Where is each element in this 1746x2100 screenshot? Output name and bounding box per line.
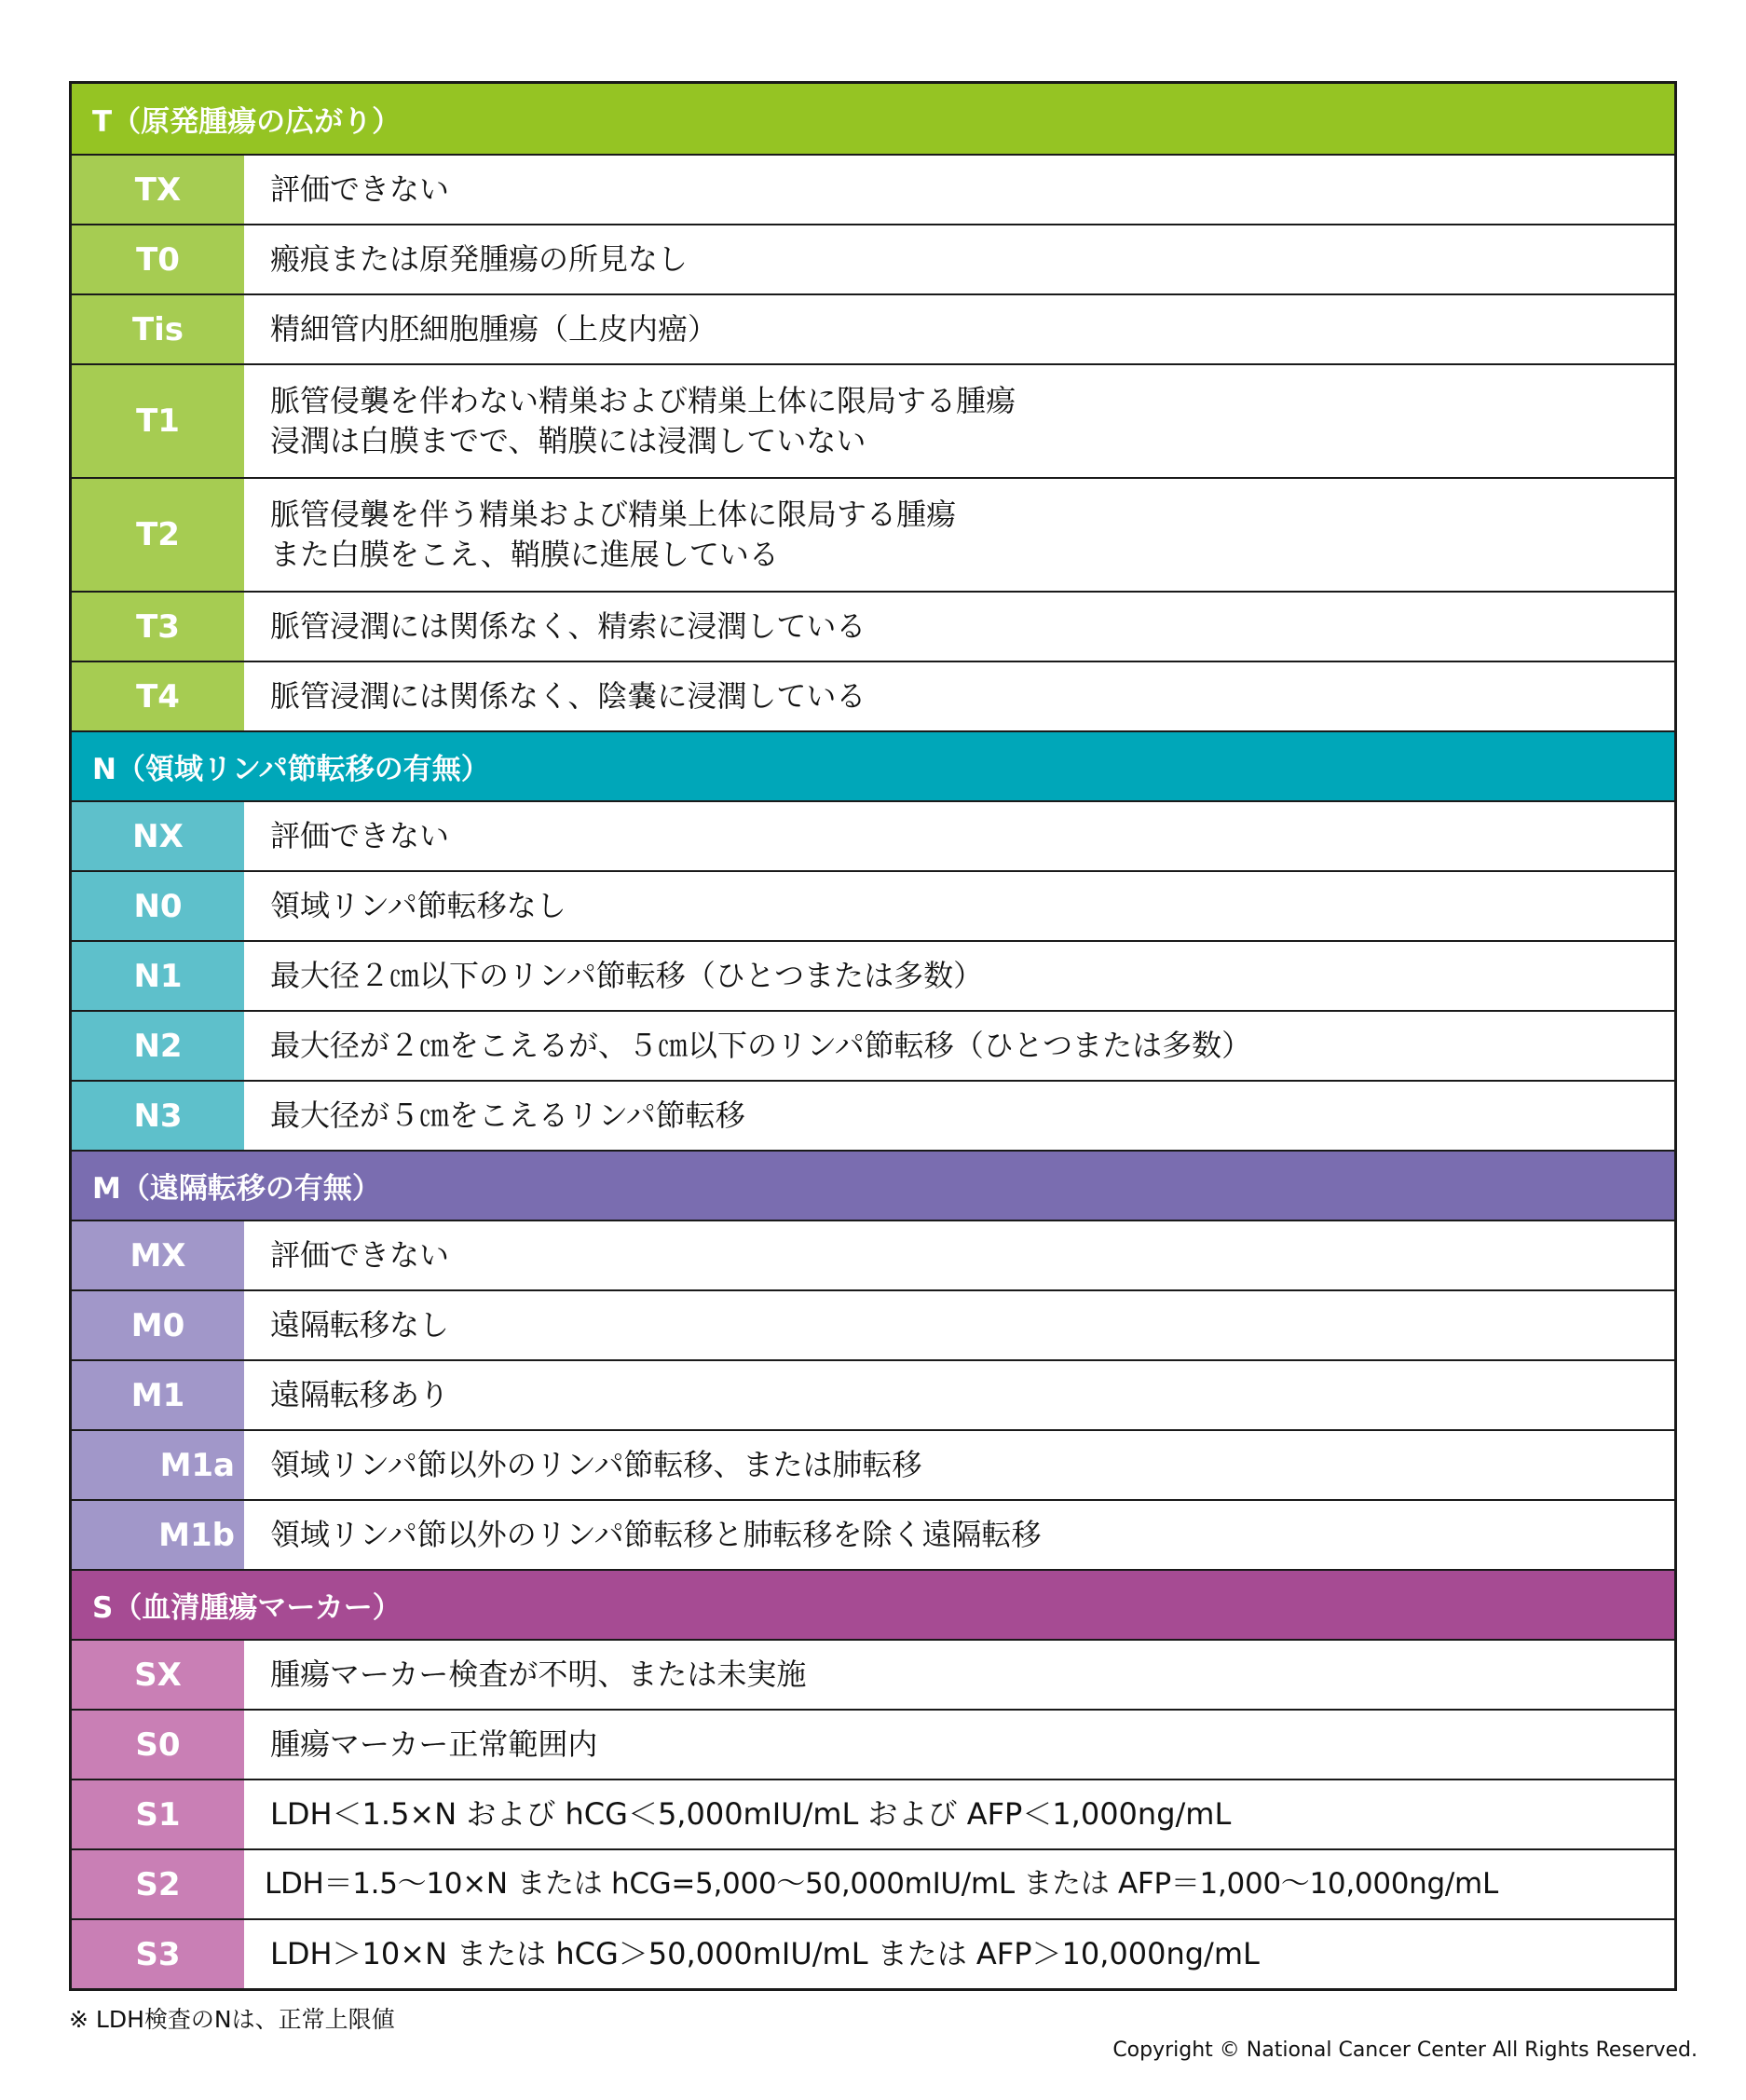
description-line: また白膜をこえ、鞘膜に進展している — [270, 537, 779, 572]
section-header-n: N（領域リンパ節転移の有無） — [72, 730, 1674, 800]
description-line: 浸潤は白膜までで、鞘膜には浸潤していない — [270, 423, 866, 458]
description-line: 精細管内胚細胞腫瘍（上皮内癌） — [270, 311, 718, 347]
stage-description — [244, 872, 1674, 940]
description-line: 脈管浸潤には関係なく、陰嚢に浸潤している — [270, 678, 866, 714]
description-line: 遠隔転移あり — [270, 1377, 450, 1412]
stage-code: M1 — [72, 1361, 244, 1429]
stage-code: S3 — [72, 1920, 244, 1988]
description-line: 最大径が２㎝をこえるが、５㎝以下のリンパ節転移（ひとつまたは多数） — [270, 1028, 1252, 1063]
table-row — [72, 1779, 1674, 1848]
stage-description — [244, 1291, 1674, 1359]
table-row — [72, 1848, 1674, 1918]
description-line: 領域リンパ節以外のリンパ節転移と肺転移を除く遠隔転移 — [270, 1517, 1042, 1552]
description-line: 最大径が５㎝をこえるリンパ節転移 — [270, 1098, 745, 1133]
stage-code: M0 — [72, 1291, 244, 1359]
stage-code: N0 — [72, 872, 244, 940]
table-row — [72, 1429, 1674, 1499]
table-row — [72, 1010, 1674, 1080]
stage-description — [244, 1711, 1674, 1779]
description-line: 領域リンパ節以外のリンパ節転移、または肺転移 — [270, 1447, 922, 1482]
description-line: 脈管侵襲を伴う精巣および精巣上体に限局する腫瘍 — [270, 497, 957, 532]
stage-description — [244, 225, 1674, 293]
description-line: 最大径２㎝以下のリンパ節転移（ひとつまたは多数） — [270, 958, 984, 993]
description-line: 脈管浸潤には関係なく、精索に浸潤している — [270, 608, 866, 644]
description-line: 評価できない — [270, 171, 450, 207]
description-line: LDH＝1.5～10×N または hCG=5,000～50,000mIU/mL または AFP＝1,000～10,000ng/mL — [265, 1867, 1498, 1901]
stage-description — [244, 156, 1674, 224]
description-line: 遠隔転移なし — [270, 1307, 450, 1343]
stage-description — [244, 1012, 1674, 1080]
stage-code: T4 — [72, 662, 244, 730]
stage-description — [244, 1780, 1674, 1848]
stage-code: S2 — [72, 1850, 244, 1918]
description-line: 腫瘍マーカー検査が不明、または未実施 — [270, 1657, 807, 1692]
stage-description — [244, 479, 1674, 591]
stage-code: M1b — [72, 1501, 244, 1569]
stage-code: T2 — [72, 479, 244, 591]
stage-code: M1a — [72, 1431, 244, 1499]
stage-code: T1 — [72, 365, 244, 477]
stage-code: SX — [72, 1641, 244, 1709]
stage-code: S1 — [72, 1780, 244, 1848]
stage-code: N3 — [72, 1082, 244, 1150]
table-row — [72, 224, 1674, 293]
stage-code: Tis — [72, 295, 244, 363]
description-line: 領域リンパ節転移なし — [270, 888, 566, 923]
table-row — [72, 661, 1674, 730]
stage-description — [244, 1361, 1674, 1429]
table-row — [72, 1220, 1674, 1289]
stage-description — [244, 942, 1674, 1010]
description-line: LDH＜1.5×N および hCG＜5,000mIU/mL および AFP＜1,000ng/mL — [270, 1796, 1232, 1832]
stage-description — [244, 1501, 1674, 1569]
stage-description — [244, 1641, 1674, 1709]
table-row — [72, 1080, 1674, 1150]
stage-description — [244, 1850, 1674, 1918]
stage-description — [244, 1431, 1674, 1499]
section-header-m: M（遠隔転移の有無） — [72, 1150, 1674, 1220]
description-line: 評価できない — [270, 1237, 450, 1273]
description-line: 瘢痕または原発腫瘍の所見なし — [270, 241, 689, 277]
table-row — [72, 1499, 1674, 1569]
description-line: LDH＞10×N または hCG＞50,000mIU/mL または AFP＞10,000ng/mL — [270, 1936, 1260, 1971]
table-row — [72, 477, 1674, 591]
table-row — [72, 293, 1674, 363]
tnm-staging-table — [69, 81, 1677, 1991]
stage-description — [244, 802, 1674, 870]
table-row — [72, 1289, 1674, 1359]
stage-description — [244, 662, 1674, 730]
stage-code: NX — [72, 802, 244, 870]
copyright-notice: Copyright © National Cancer Center All Rights Reserved. — [1112, 2039, 1698, 2062]
stage-code: N2 — [72, 1012, 244, 1080]
section-header-t: T（原発腫瘍の広がり） — [72, 84, 1674, 154]
description-line: 腫瘍マーカー正常範囲内 — [270, 1726, 598, 1762]
table-row — [72, 591, 1674, 661]
stage-description — [244, 295, 1674, 363]
table-row — [72, 940, 1674, 1010]
description-line: 脈管侵襲を伴わない精巣および精巣上体に限局する腫瘍 — [270, 383, 1016, 418]
table-row — [72, 363, 1674, 477]
section-header-s: S（血清腫瘍マーカー） — [72, 1569, 1674, 1639]
stage-code: T3 — [72, 593, 244, 661]
table-row — [72, 1709, 1674, 1779]
stage-code: TX — [72, 156, 244, 224]
stage-code: MX — [72, 1221, 244, 1289]
description-line: 評価できない — [270, 818, 450, 853]
stage-description — [244, 593, 1674, 661]
stage-code: N1 — [72, 942, 244, 1010]
stage-description — [244, 1920, 1674, 1988]
stage-description — [244, 1221, 1674, 1289]
stage-description — [244, 365, 1674, 477]
table-row — [72, 1918, 1674, 1988]
stage-description — [244, 1082, 1674, 1150]
table-row — [72, 870, 1674, 940]
table-row — [72, 1359, 1674, 1429]
stage-code: T0 — [72, 225, 244, 293]
table-row — [72, 800, 1674, 870]
table-row — [72, 1639, 1674, 1709]
stage-code: S0 — [72, 1711, 244, 1779]
table-row — [72, 154, 1674, 224]
footnote: ※ LDH検査のNは、正常上限値 — [69, 2006, 395, 2033]
